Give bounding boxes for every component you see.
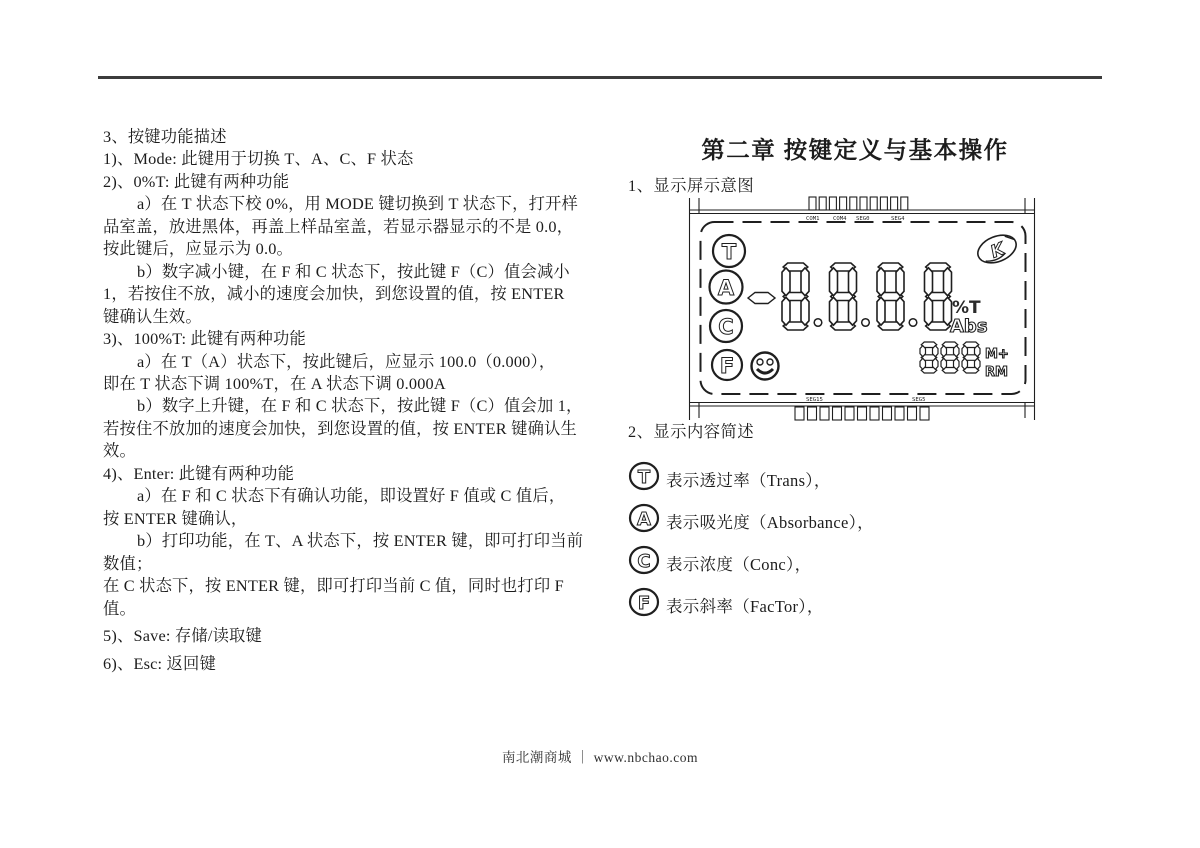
minus-sign-segment xyxy=(748,293,775,304)
text-line: a）在 T 状态下校 0%，用 MODE 键切换到 T 状态下，打开样 xyxy=(137,194,579,214)
text-line: b）数字减小键，在 F 和 C 状态下，按此键 F（C）值会减小 xyxy=(137,261,570,281)
circled-C-icon xyxy=(628,544,660,576)
svg-text:C: C xyxy=(718,315,734,339)
unit-abs-label: Abs xyxy=(950,316,988,337)
text-line: 1)、Mode: 此键用于切换 T、A、C、F 状态 xyxy=(103,149,414,169)
lcd-screen-schematic xyxy=(688,196,1036,422)
text-line: a）在 F 和 C 状态下有确认功能，即设置好 F 值或 C 值后， xyxy=(137,486,566,506)
svg-text:A: A xyxy=(637,509,651,530)
mode-indicator-A-icon xyxy=(710,271,743,304)
pin-label-seg0: SEG0 xyxy=(856,216,870,222)
svg-text:K: K xyxy=(987,239,1008,263)
svg-text:F: F xyxy=(637,593,651,614)
display-item xyxy=(628,460,1048,492)
section-display-diagram-label: 1、显示屏示意图 xyxy=(628,176,755,195)
top-connector-pins xyxy=(809,197,908,210)
text-line: 键确认生效。 xyxy=(103,306,202,326)
mode-indicator-T-icon xyxy=(713,235,745,267)
text-line: b）打印功能，在 T、A 状态下，按 ENTER 键，即可打印当前 xyxy=(137,531,584,551)
text-line: 3、按键功能描述 xyxy=(103,127,227,146)
text-line: 按 ENTER 键确认， xyxy=(103,508,248,528)
display-item xyxy=(628,544,1048,576)
section-display-content-label: 2、显示内容简述 xyxy=(628,422,755,441)
svg-text:F: F xyxy=(719,354,735,378)
display-item-label: 表示浓度（Conc）， xyxy=(666,554,812,574)
text-line: 品室盖，放进黑体，再盖上样品室盖，若显示器显示的不是 0.0， xyxy=(103,216,574,236)
key-function-description xyxy=(103,126,603,676)
circled-F-icon xyxy=(628,586,660,618)
svg-text:T: T xyxy=(637,467,651,488)
text-line: 若按住不放加的速度会加快，到您设置的值，按 ENTER 键确认生 xyxy=(103,418,578,438)
text-line: 值。 xyxy=(103,598,136,618)
text-line: 即在 T 状态下调 100%T，在 A 状态下调 0.000A xyxy=(103,373,446,393)
display-item-label: 表示斜率（FacTor）， xyxy=(666,596,824,616)
text-line: 3)、100%T: 此键有两种功能 xyxy=(103,329,306,349)
bottom-connector-pins xyxy=(795,407,929,420)
text-line: 5)、Save: 存储/读取键 xyxy=(103,626,263,646)
mode-indicator-C-icon xyxy=(710,310,742,342)
svg-text:T: T xyxy=(721,240,737,264)
text-line: 4)、Enter: 此键有两种功能 xyxy=(103,463,295,483)
text-line: 效。 xyxy=(103,441,136,461)
pin-label-com1: COM1 xyxy=(806,216,820,222)
svg-text:A: A xyxy=(717,276,735,300)
lcd-display-diagram xyxy=(688,196,1036,427)
text-line: 6)、Esc: 返回键 xyxy=(103,654,216,674)
svg-text:C: C xyxy=(637,551,651,572)
footer-text: 南北潮商城 ｜ www.nbchao.com xyxy=(501,750,699,765)
pin-label-seg15: SEG15 xyxy=(806,397,823,403)
smiley-icon xyxy=(752,353,779,380)
display-item-label: 表示吸光度（Absorbance）， xyxy=(666,512,874,532)
text-line: 数值； xyxy=(103,553,153,573)
memory-plus-label: M+ xyxy=(985,347,1009,362)
pin-label-seg4: SEG4 xyxy=(891,216,905,222)
display-item-label: 表示透过率（Trans）， xyxy=(666,470,831,490)
pin-label-com4: COM4 xyxy=(833,216,847,222)
lcd-frame xyxy=(690,198,1035,420)
chapter-title: 第二章 按键定义与基本操作 xyxy=(701,138,1009,164)
text-line: 1，若按住不放，减小的速度会加快，到您设置的值，按 ENTER xyxy=(103,284,565,304)
brand-logo-icon xyxy=(974,230,1020,268)
circled-T-icon xyxy=(628,460,660,492)
text-line: 在 C 状态下，按 ENTER 键，即可打印当前 C 值，同时也打印 F xyxy=(103,576,564,596)
text-line: b）数字上升键，在 F 和 C 状态下，按此键 F（C）值会加 1， xyxy=(137,396,583,416)
circled-A-icon xyxy=(628,502,660,534)
display-item xyxy=(628,502,1048,534)
unit-percent-t-label: %T xyxy=(952,298,981,318)
text-line: 按此键后，应显示为 0.0。 xyxy=(103,239,294,259)
text-line: a）在 T（A）状态下，按此键后，应显示 100.0（0.000）， xyxy=(137,351,556,371)
display-item xyxy=(628,586,1048,618)
text-line: 2)、0%T: 此键有两种功能 xyxy=(103,171,290,191)
display-content-list xyxy=(628,460,1048,628)
mode-indicator-F-icon xyxy=(712,350,742,380)
pin-label-seg5: SEG5 xyxy=(912,397,926,403)
recall-memory-label: RM xyxy=(985,365,1008,380)
header-rule xyxy=(98,76,1102,79)
